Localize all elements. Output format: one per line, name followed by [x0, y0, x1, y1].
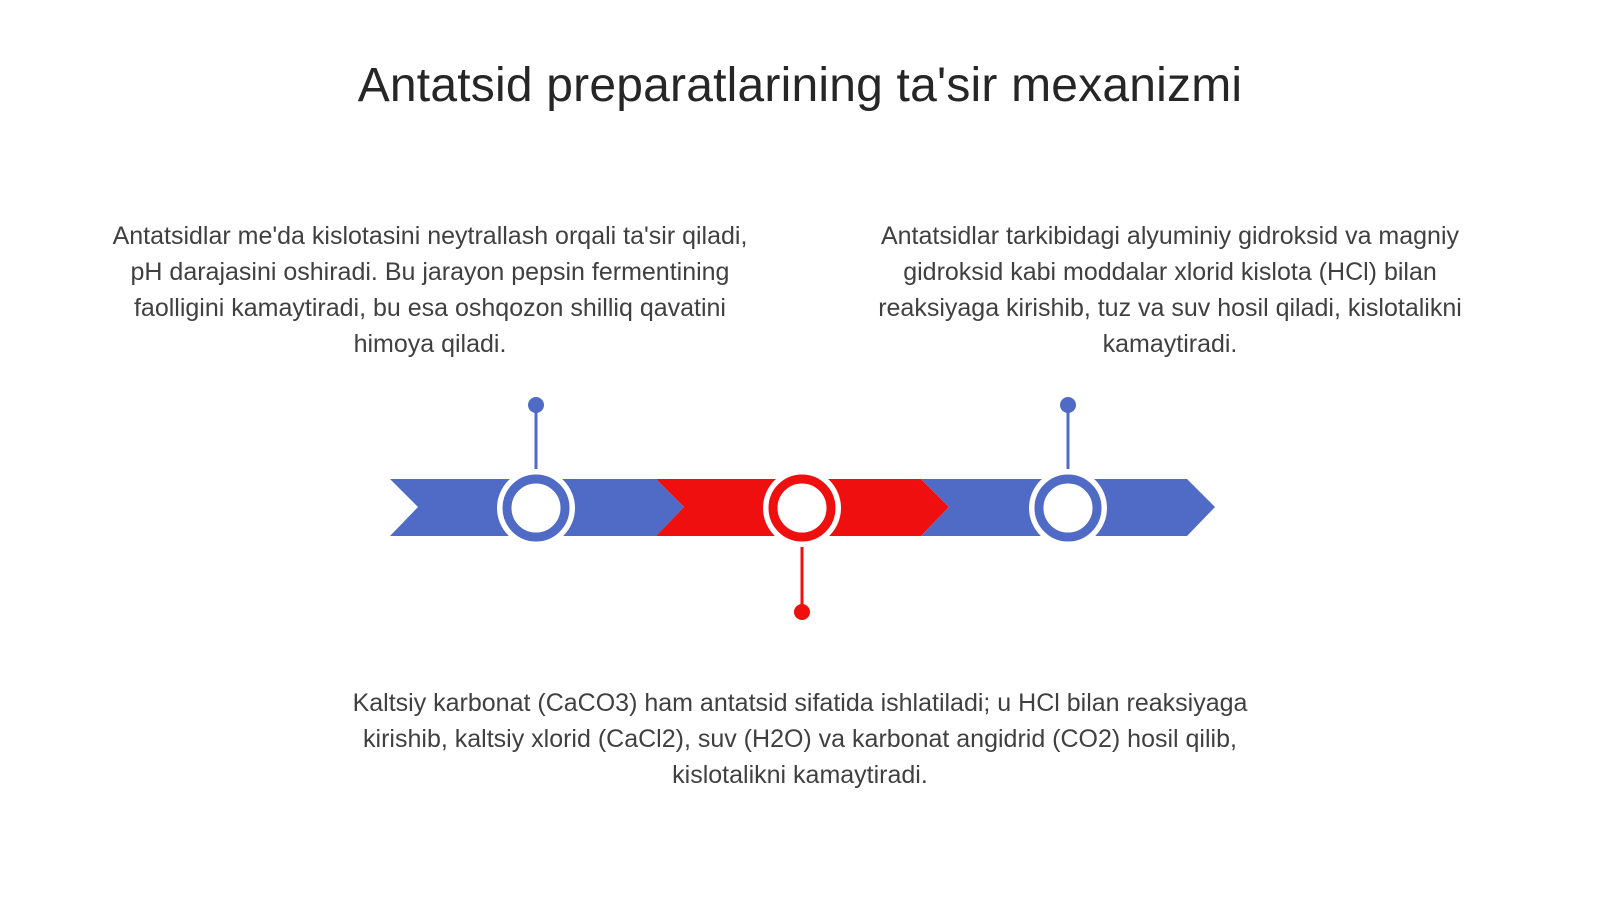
page-title: Antatsid preparatlarining ta'sir mexanizmi [357, 59, 1243, 112]
connector-dot-2 [794, 604, 810, 620]
marker-2-ring [773, 479, 831, 537]
marker-1-halo [497, 469, 575, 547]
step-3-text: Antatsidlar tarkibidagi alyuminiy gidroksid va magniy gidroksid kabi moddalar xlorid kislota (HCl) bilan reaksiyaga kirishib, tuz va suv hosil qiladi, kislotalikni kamaytiradi. [878, 222, 1462, 358]
marker-1-ring [507, 479, 565, 537]
timeline-segment-3 [921, 479, 1215, 536]
step-2-text: Kaltsiy karbonat (CaCO3) ham antatsid sifatida ishlatiladi; u HCl bilan reaksiyaga kirishib, kaltsiy xlorid (CaCl2), suv (H2O) va karbonat angidrid (CO2) hosil qilib, kislotalikni kamaytiradi. [352, 689, 1248, 789]
timeline-segment-1 [390, 479, 684, 536]
timeline-marker-2 [763, 469, 841, 547]
timeline-marker-1 [497, 469, 575, 547]
connector-dot-3 [1060, 397, 1076, 413]
timeline-marker-3 [1029, 469, 1107, 547]
step-1-text: Antatsidlar me'da kislotasini neytrallash orqali ta'sir qiladi, pH darajasini oshiradi. Bu jarayon pepsin fermentining faolligini kamaytiradi, bu esa oshqozon shilliq qavatini himoya qiladi. [112, 222, 748, 358]
timeline-segment-2 [656, 479, 949, 536]
connector-dot-1 [528, 397, 544, 413]
marker-3-halo [1029, 469, 1107, 547]
marker-3-ring [1039, 479, 1097, 537]
marker-2-halo [763, 469, 841, 547]
